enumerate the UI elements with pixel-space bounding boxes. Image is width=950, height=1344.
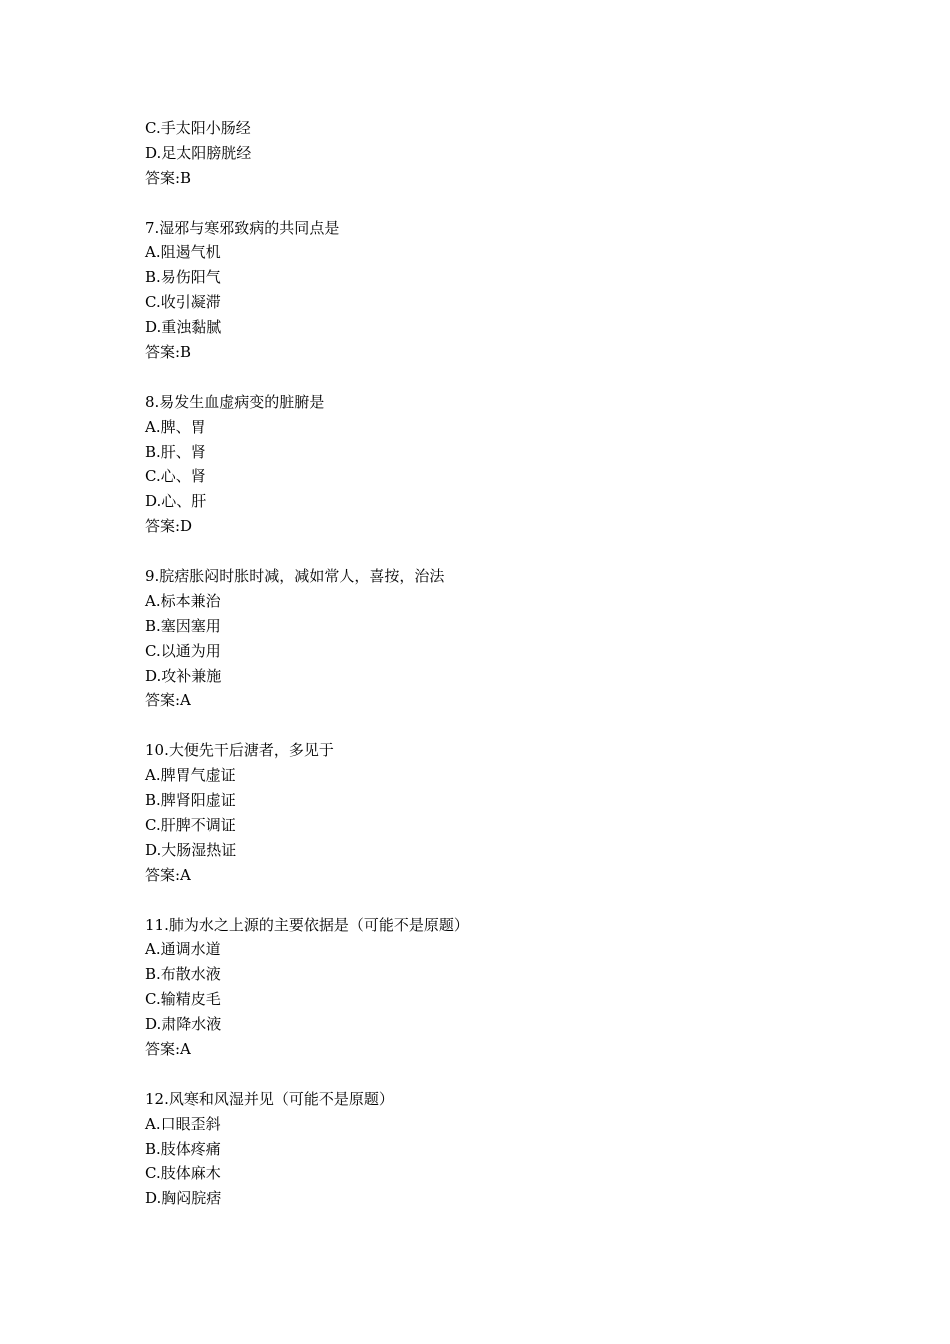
question-12 bbox=[145, 1087, 845, 1211]
spacer bbox=[145, 191, 845, 216]
answer: 答案:D bbox=[145, 517, 193, 536]
option-d: D.肃降水液 bbox=[145, 1015, 222, 1034]
question-stem: 9.脘痞胀闷时胀时减，减如常人，喜按，治法 bbox=[145, 567, 445, 586]
question-stem: 11.肺为水之上源的主要依据是（可能不是原题） bbox=[145, 915, 469, 934]
answer: 答案:A bbox=[145, 691, 191, 710]
question-11 bbox=[145, 913, 845, 1062]
answer: 答案:B bbox=[145, 168, 192, 187]
question-stem: 10.大便先干后溏者，多见于 bbox=[145, 741, 334, 760]
question-9 bbox=[145, 564, 845, 713]
option-c: C.肝脾不调证 bbox=[145, 815, 236, 834]
question-stem: 8.易发生血虚病变的脏腑是 bbox=[145, 392, 325, 411]
option-c: C.肢体麻木 bbox=[145, 1164, 221, 1183]
option-d: D.重浊黏腻 bbox=[145, 318, 222, 337]
option-a: A.脾胃气虚证 bbox=[145, 766, 236, 785]
question-6-continued bbox=[145, 116, 845, 191]
option-a: A.脾、胃 bbox=[145, 417, 206, 436]
option-c: C.输精皮毛 bbox=[145, 990, 221, 1009]
option-d: D.足太阳膀胱经 bbox=[145, 143, 252, 162]
option-a: A.口眼歪斜 bbox=[145, 1114, 221, 1133]
spacer bbox=[145, 888, 845, 913]
question-8 bbox=[145, 390, 845, 539]
option-b: B.脾肾阳虚证 bbox=[145, 791, 236, 810]
option-a: A.标本兼治 bbox=[145, 591, 221, 610]
option-a: A.通调水道 bbox=[145, 940, 221, 959]
option-d: D.攻补兼施 bbox=[145, 666, 222, 685]
option-b: B.肝、肾 bbox=[145, 442, 206, 461]
option-c: C.以通为用 bbox=[145, 641, 221, 660]
spacer bbox=[145, 365, 845, 390]
spacer bbox=[145, 539, 845, 564]
option-d: D.胸闷脘痞 bbox=[145, 1189, 222, 1208]
question-stem: 12.风寒和风湿并见（可能不是原题） bbox=[145, 1089, 394, 1108]
option-a: A.阻遏气机 bbox=[145, 243, 221, 262]
option-d: D.大肠湿热证 bbox=[145, 840, 237, 859]
option-c: C.心、肾 bbox=[145, 467, 206, 486]
spacer bbox=[145, 1062, 845, 1087]
option-b: B.塞因塞用 bbox=[145, 616, 221, 635]
question-stem: 7.湿邪与寒邪致病的共同点是 bbox=[145, 218, 340, 237]
option-b: B.布散水液 bbox=[145, 965, 221, 984]
answer: 答案:A bbox=[145, 865, 191, 884]
option-c: C.手太阳小肠经 bbox=[145, 119, 251, 137]
option-b: B.肢体疼痛 bbox=[145, 1139, 221, 1158]
option-b: B.易伤阳气 bbox=[145, 268, 221, 287]
answer: 答案:A bbox=[145, 1039, 191, 1058]
option-d: D.心、肝 bbox=[145, 492, 207, 511]
spacer bbox=[145, 713, 845, 738]
question-10 bbox=[145, 738, 845, 887]
answer: 答案:B bbox=[145, 343, 192, 362]
option-c: C.收引凝滞 bbox=[145, 293, 221, 312]
question-list bbox=[145, 116, 845, 1211]
question-7 bbox=[145, 216, 845, 365]
